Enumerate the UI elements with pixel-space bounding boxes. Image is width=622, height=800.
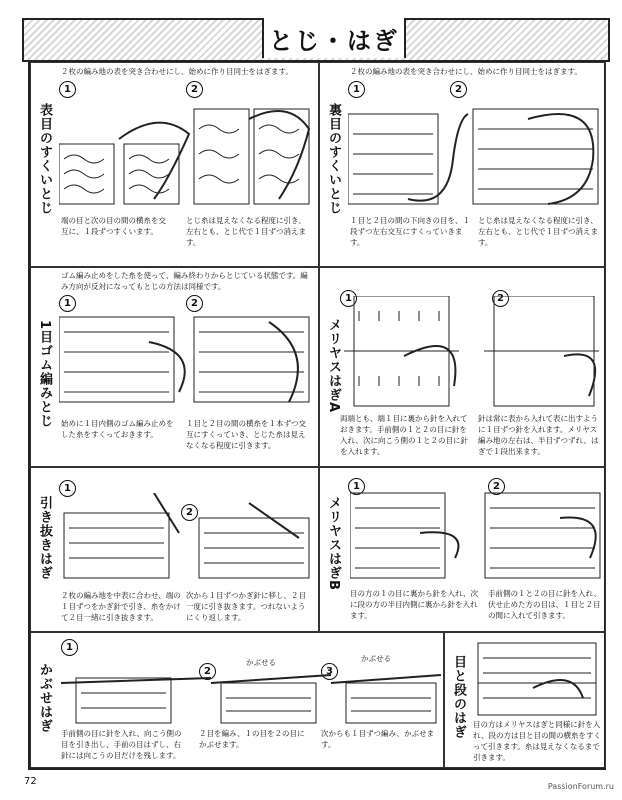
step-text: 次からも１目ずつ編み、かぶせます。 — [321, 729, 434, 749]
step-number: 1 — [59, 480, 76, 497]
step-number: 1 — [340, 290, 357, 307]
purl-fabric-illustration — [348, 99, 603, 209]
page-number: 72 — [24, 776, 37, 787]
step-text: 目の方の１の目に裏から針を入れ、次に段の方の半目内側に裏から針を入れます。 — [350, 589, 478, 620]
step-number: 1 — [59, 295, 76, 312]
step-number: 2 — [186, 295, 203, 312]
section-rib-seam — [30, 267, 319, 467]
step-text: 両端とも、端１目に裏から針を入れておきます。手前側の１と２の目に針を入れ、次に向こう側の１と２の目に針を入れます。 — [340, 414, 468, 456]
step-text: 手前側の目に針を入れ、向こう側の目を引き出し、手前の目はずし、右針には向こうの目だけを残します。 — [61, 729, 182, 760]
section-label: メリヤスはぎA — [326, 318, 341, 414]
step-text: １目と２目の間の下向きの目を、１段ずつ左右交互にすくっていきます。 — [350, 216, 470, 247]
section-stockinette-graft-b — [319, 467, 606, 632]
section-knit-side-seam — [30, 62, 319, 267]
section-label: 表目のすくいとじ — [37, 103, 52, 215]
section-stitch-to-row-join — [444, 632, 606, 768]
section-label: 目と段のはぎ — [451, 655, 466, 739]
section-intro: ゴム編み止めをした糸を使って、編み終わりからとじている状態です。編み方向が反対になってもとじの方法は同様です。 — [61, 271, 308, 291]
slip-join-illustration — [59, 493, 314, 583]
step-text: とじ糸は見えなくなる程度に引き、左右とも、とじ代で１目ずつ消えます。 — [186, 216, 306, 247]
step-number: 2 — [186, 81, 203, 98]
step-number: 2 — [181, 504, 198, 521]
section-label: メリヤスはぎB — [326, 496, 341, 591]
step-text: 始めに１目内側のゴム編み止めをした糸をすくっておきます。 — [61, 419, 174, 439]
step-number: 1 — [59, 81, 76, 98]
step-text: 針は常に表から入れて表に出すように１目ずつ針を入れます。メリヤス編み地の左右は、半目ずつずれ、はぎで１段出来ます。 — [478, 414, 599, 456]
section-label: 裏目のすくいとじ — [326, 103, 341, 215]
bind-off-illustration — [61, 663, 441, 725]
step-number: 1 — [61, 639, 78, 656]
step-text: 端の目と次の目の間の横糸を交互に、１段ずつすくいます。 — [61, 216, 166, 236]
step-number: 2 — [492, 290, 509, 307]
step-text: 目の方はメリヤスはぎと同様に針を入れ、段の方は目と目の間の横糸をすくって引きます。糸は見えなくなるまで引きます。 — [473, 720, 601, 762]
page-title: とじ・はぎ — [262, 18, 406, 58]
technique-grid — [28, 60, 606, 770]
step-number: 1 — [348, 81, 365, 98]
graft-b-illustration — [350, 488, 602, 583]
step-text: ２枚の編み地を中表に合わせ、端の１目ずつをかぎ針で引き、糸をかけて２目一緒に引き抜きます。 — [61, 591, 181, 622]
watermark-credit: PassionForum.ru — [547, 782, 614, 791]
stitch-row-illustration — [473, 638, 601, 718]
section-slip-stitch-join — [30, 467, 319, 632]
graft-a-illustration — [344, 296, 602, 411]
step-text: １目と２目の間の横糸を１本ずつ交互にすくっていき、とじた糸は見えなくなる程度に引きます。 — [186, 419, 306, 450]
knit-fabric-illustration — [59, 99, 314, 209]
step-number: 2 — [488, 478, 505, 495]
step-number: 1 — [348, 478, 365, 495]
step-text: とじ糸は見えなくなる程度に引き、左右とも、とじ代で１目ずつ消えます。 — [478, 216, 598, 247]
step-text: 次から１目ずつかぎ針に移し、２目一度に引き抜きます。つれないようにくり返します。 — [186, 591, 306, 622]
section-intro: ２枚の編み地の表を突き合わせにし、始めに作り目同士をはぎます。 — [61, 67, 293, 76]
section-label: 引き抜きはぎ — [37, 496, 52, 580]
step-number: 3 — [321, 663, 338, 680]
section-intro: ２枚の編み地の表を突き合わせにし、始めに作り目同士をはぎます。 — [350, 67, 582, 76]
step-text: ２目を編み、１の目を２の目にかぶせます。 — [199, 729, 305, 749]
section-purl-side-seam — [319, 62, 606, 267]
rib-fabric-illustration — [59, 312, 314, 412]
step-number: 2 — [199, 663, 216, 680]
title-banner — [22, 18, 610, 62]
step-number: 2 — [450, 81, 467, 98]
section-bind-off-join — [30, 632, 444, 768]
section-label: かぶせはぎ — [37, 663, 52, 733]
section-label: 1目ゴム編みとじ — [37, 320, 52, 429]
arrow-label: かぶせる — [246, 658, 276, 667]
arrow-label: かぶせる — [361, 654, 391, 663]
section-stockinette-graft-a — [319, 267, 606, 467]
step-text: 手前側の１と２の目に針を入れ、伏せ止めた方の目は、１目と２目の間に入れて引きます。 — [488, 589, 601, 620]
